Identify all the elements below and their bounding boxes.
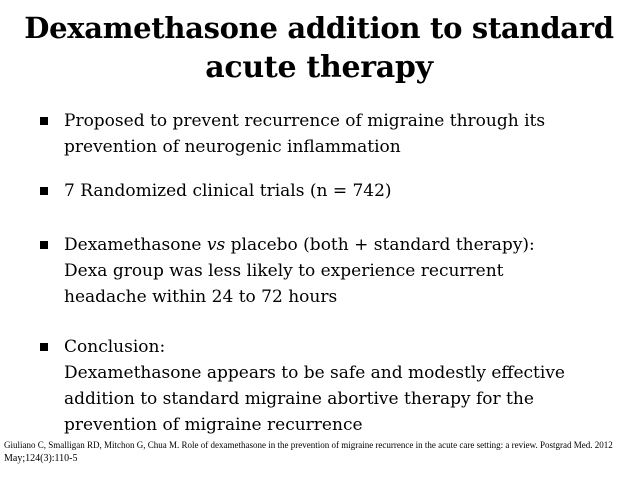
title-line-2: acute therapy bbox=[205, 50, 433, 85]
citation-line-1: Giuliano C, Smalligan RD, Mitchon G, Chua M. Role of dexamethasone in the prevention of migraine recurrence in the acute care setting: a review. Postgrad Med. 2012 bbox=[4, 440, 613, 450]
bullet-item-comparison bbox=[40, 232, 600, 310]
versus-italic: vs bbox=[206, 235, 226, 255]
square-bullet-icon bbox=[40, 117, 48, 125]
bullet-line: 7 Randomized clinical trials (n = 742) bbox=[64, 181, 392, 201]
bullet-line: Dexa group was less likely to experience recurrent bbox=[64, 261, 504, 281]
bullet-line: Dexamethasone appears to be safe and modestly effective bbox=[64, 363, 565, 383]
bullet-line: headache within 24 to 72 hours bbox=[64, 287, 338, 307]
bullet-line bbox=[64, 232, 600, 258]
citation-line-2: May;124(3):110-5 bbox=[4, 453, 78, 464]
citation bbox=[4, 438, 634, 466]
bullet-line: addition to standard migraine abortive therapy for the bbox=[64, 389, 534, 409]
bullet-line: Proposed to prevent recurrence of migraine through its bbox=[64, 111, 546, 131]
bullet-line: prevention of migraine recurrence bbox=[64, 415, 363, 435]
bullet-line: Conclusion: bbox=[64, 337, 166, 357]
title-line-1: Dexamethasone addition to standard bbox=[24, 11, 614, 45]
bullet-text-start: Dexamethasone bbox=[64, 235, 207, 255]
bullet-item-trials bbox=[40, 178, 600, 204]
bullet-line: prevention of neurogenic inflammation bbox=[64, 137, 401, 157]
bullet-item-conclusion bbox=[40, 334, 600, 438]
bullet-item-rationale bbox=[40, 108, 600, 160]
square-bullet-icon bbox=[40, 241, 48, 249]
square-bullet-icon bbox=[40, 343, 48, 351]
bullet-text-end: placebo (both + standard therapy): bbox=[225, 235, 535, 255]
square-bullet-icon bbox=[40, 187, 48, 195]
